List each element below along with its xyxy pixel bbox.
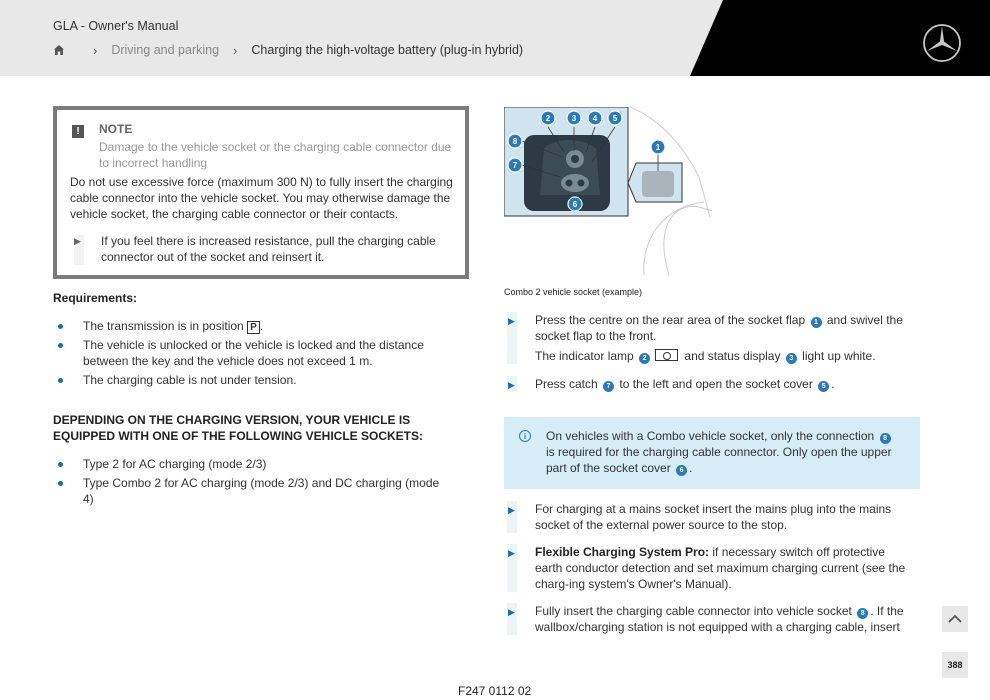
figure-code: F247 0112 02	[458, 684, 532, 698]
breadcrumb-item-driving[interactable]: Driving and parking	[111, 43, 220, 57]
socket-list	[53, 456, 453, 510]
note-title: NOTE	[99, 122, 133, 136]
list-item: ▶ Press the centre on the rear area of the socket flap 1 and swivel the socket flap to the front. The indicator lamp 2 and status display 3 light up white.	[508, 313, 903, 363]
steps-group-1	[504, 312, 914, 392]
svg-text:7: 7	[512, 161, 518, 170]
list-item: The charging cable is not under tension.	[53, 372, 453, 388]
triangle-right-icon: ▶	[508, 380, 515, 390]
section-heading: DEPENDING ON THE CHARGING VERSION, YOUR VEHICLE IS EQUIPPED WITH ONE OF THE FOLLOWING VEHICLE SOCKETS:	[53, 413, 424, 443]
svg-text:6: 6	[572, 200, 578, 209]
scroll-up-button[interactable]	[942, 606, 968, 632]
note-body: Do not use excessive force (maximum 300 N) to fully insert the charging cable connector into the vehicle socket. You may otherwise damage the vehicle socket, the charging cable connector or their contacts.	[70, 175, 453, 221]
list-item: The transmission is in position P .	[53, 318, 453, 334]
triangle-right-icon: ▶	[508, 607, 515, 617]
list-item: ▶ Flexible Charging System Pro: if necessary switch off protective earth conductor detection and set maximum charging current (see the charg-ing system's Owner's Manual).	[508, 545, 906, 591]
manual-title: GLA - Owner's Manual	[53, 19, 179, 33]
svg-text:5: 5	[612, 114, 618, 123]
note-box	[53, 106, 469, 279]
list-item: ▶ Press catch 7 to the left and open the socket cover 5 .	[508, 377, 835, 391]
figure-caption: Combo 2 vehicle socket (example)	[504, 287, 643, 297]
svg-text:1: 1	[655, 143, 661, 152]
info-box	[504, 417, 920, 489]
note-subtitle: Damage to the vehicle socket or the charging cable connector due to incorrect handling	[99, 140, 452, 170]
socket-illustration	[504, 107, 712, 275]
list-item: Type 2 for AC charging (mode 2/3)	[53, 456, 453, 472]
triangle-right-icon: ▶	[508, 316, 515, 326]
breadcrumb-item-current: Charging the high-voltage battery (plug-in hybrid)	[251, 43, 524, 57]
triangle-right-icon: ▶	[508, 505, 515, 515]
info-text: On vehicles with a Combo vehicle socket, only the connection 8 is required for the charging cable connector. Only open the upper part of the socket cover 6 .	[546, 429, 892, 475]
steps-group-2	[504, 501, 914, 635]
list-item: ▶ Fully insert the charging cable connector into vehicle socket 8 . If the wallbox/charging station is not equipped with a charging cable, insert	[508, 604, 904, 634]
svg-text:4: 4	[592, 114, 598, 123]
list-item: The vehicle is unlocked or the vehicle is locked and the distance between the key and the vehicle does not exceed 1 m.	[53, 337, 453, 369]
svg-text:3: 3	[571, 114, 577, 123]
exclamation-icon: !	[72, 125, 84, 138]
lock-lamp-icon	[655, 349, 678, 361]
requirements-list	[53, 318, 453, 391]
info-icon: i	[519, 430, 531, 442]
svg-text:8: 8	[512, 137, 518, 146]
triangle-right-icon: ▶	[74, 236, 81, 246]
list-item: Type Combo 2 for AC charging (mode 2/3) and DC charging (mode 4)	[53, 475, 453, 507]
chevron-up-icon	[942, 606, 968, 632]
triangle-right-icon: ▶	[508, 548, 515, 558]
requirements-title: Requirements:	[53, 291, 138, 305]
mercedes-star-logo[interactable]	[922, 23, 962, 63]
svg-text:2: 2	[545, 114, 551, 123]
note-instruction: If you feel there is increased resistance, pull the charging cable connector out of the socket and reinsert it.	[101, 234, 436, 264]
page-number: 388	[942, 652, 968, 678]
gear-p-symbol: P	[247, 321, 260, 334]
chevron-right-icon: ›	[233, 42, 238, 58]
chevron-right-icon: ›	[93, 42, 98, 58]
list-item: ▶ For charging at a mains socket insert the mains plug into the mains socket of the external power source to the stop.	[508, 502, 892, 532]
breadcrumb	[53, 41, 523, 59]
home-icon[interactable]	[53, 44, 65, 56]
